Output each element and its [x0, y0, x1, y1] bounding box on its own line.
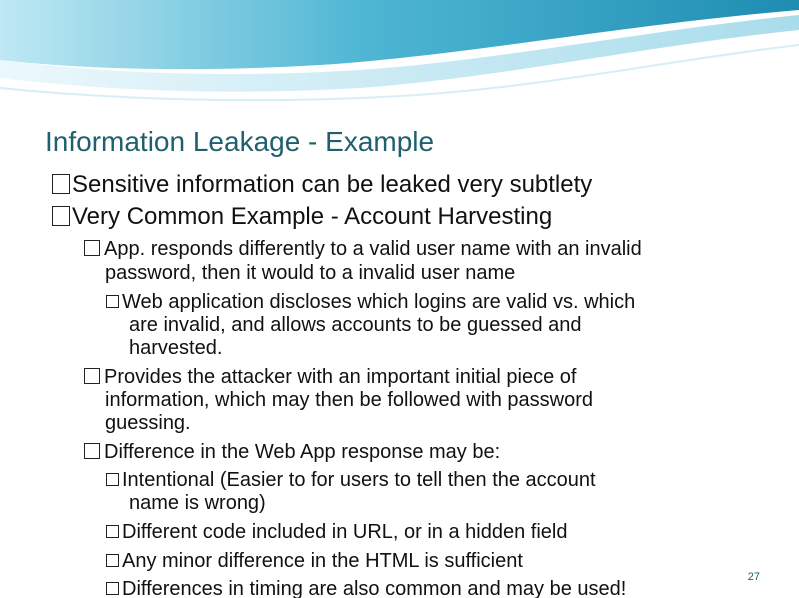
bullet-text: Sensitive information can be leaked very subtlety	[72, 171, 593, 198]
sub-bullet-difference-response	[84, 441, 500, 464]
checkbox-bullet-icon	[106, 295, 119, 308]
sub-bullet-provides-attacker	[84, 366, 576, 389]
bullet-text: App. responds differently to a valid user name with an invalid	[104, 238, 642, 260]
checkbox-bullet-icon	[106, 554, 119, 567]
bullet-text: Differences in timing are also common and may be used!	[122, 578, 627, 598]
bullet-continuation: harvested.	[129, 337, 223, 359]
bullet-continuation: password, then it would to a invalid user name	[105, 262, 516, 284]
bullet-sensitive-info	[52, 173, 592, 196]
page-number: 27	[747, 571, 760, 583]
bullet-continuation: are invalid, and allows accounts to be guessed and	[129, 314, 582, 336]
bullet-text: Very Common Example - Account Harvesting	[72, 203, 553, 230]
checkbox-bullet-icon	[106, 582, 119, 595]
sub-sub-bullet-html-difference	[106, 550, 523, 573]
checkbox-bullet-icon	[84, 443, 100, 459]
sub-sub-bullet-timing	[106, 578, 626, 598]
sub-sub-bullet-different-code	[106, 521, 567, 544]
checkbox-bullet-icon	[84, 240, 100, 256]
bullet-text: Difference in the Web App response may be:	[104, 441, 501, 463]
sub-sub-bullet-discloses-logins	[106, 291, 635, 314]
bullet-text: Web application discloses which logins are valid vs. which	[122, 291, 636, 313]
bullet-account-harvesting	[52, 205, 552, 228]
checkbox-bullet-icon	[106, 525, 119, 538]
bullet-text: Different code included in URL, or in a hidden field	[122, 521, 568, 543]
bullet-text: Provides the attacker with an important initial piece of	[104, 366, 577, 388]
checkbox-bullet-icon	[84, 368, 100, 384]
header-banner	[0, 0, 799, 110]
bullet-text: Intentional (Easier to for users to tell then the account	[122, 469, 596, 491]
bullet-text: Any minor difference in the HTML is sufficient	[122, 550, 523, 572]
bullet-continuation: guessing.	[105, 412, 191, 434]
sub-bullet-responds-differently	[84, 238, 642, 261]
checkbox-bullet-icon	[52, 174, 70, 194]
sub-sub-bullet-intentional	[106, 469, 596, 492]
checkbox-bullet-icon	[106, 473, 119, 486]
slide-title: Information Leakage - Example	[45, 126, 435, 157]
checkbox-bullet-icon	[52, 206, 70, 226]
bullet-continuation: name is wrong)	[129, 492, 266, 514]
bullet-continuation: information, which may then be followed with password	[105, 389, 594, 411]
